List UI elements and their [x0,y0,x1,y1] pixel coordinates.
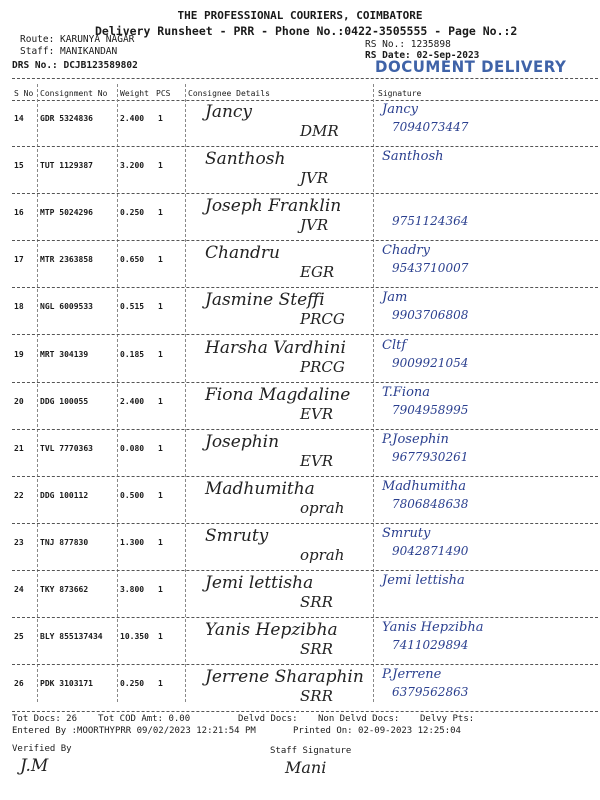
consignee-area-handwritten: PRCG [300,357,345,376]
col-header-signature: Signature [378,89,422,98]
total-docs: Tot Docs: 26 [12,714,78,724]
row-weight: 2.400 [120,396,145,406]
consignee-name-handwritten: Madhumitha [205,478,315,499]
consignee-area-handwritten: SRR [300,687,333,706]
row-pcs: 1 [158,537,163,547]
verified-by-signature: J.M [20,756,49,776]
row-weight: 3.800 [120,585,145,594]
consignee-phone-handwritten: 7411029894 [392,638,469,653]
consignee-phone-handwritten: 9903706808 [392,308,469,323]
consignee-area-handwritten: DMR [300,122,339,140]
row-sno: 26 [14,679,24,689]
company-title: THE PROFESSIONAL COURIERS, COIMBATORE [177,9,423,22]
row-sno: 22 [14,490,24,500]
row-consignment-no: DDG 100055 [40,396,89,406]
consignee-signature: P.Josephin [382,431,449,447]
consignee-signature: P.Jerrene [382,667,442,683]
consignee-phone-handwritten: 9677930261 [392,449,469,464]
row-weight: 0.080 [120,443,145,453]
col-header-sno: S No [14,89,34,98]
table-row [0,430,600,477]
consignee-signature: Santhosh [382,149,444,165]
col-header-weight: Weight [120,89,149,98]
consignee-area-handwritten: oprah [300,498,345,517]
row-weight: 0.185 [120,349,145,359]
row-weight: 0.650 [120,255,145,265]
staff-signature: Mani [285,758,327,777]
consignee-area-handwritten: EGR [300,263,335,282]
consignee-signature: Chadry [382,243,430,259]
row-consignment-no: GDR 5324836 [40,114,93,123]
table-row [0,665,600,712]
header-rule-top [12,78,598,79]
row-pcs: 1 [158,585,163,594]
verified-by-label: Verified By [12,744,72,754]
row-pcs: 1 [158,349,163,359]
consignee-area-handwritten: SRR [300,640,333,659]
drs-number: DRS No.: DCJB123589802 [12,60,138,71]
consignee-signature: Madhumitha [382,478,466,494]
consignee-phone-handwritten: 7806848638 [392,496,469,511]
table-row [0,524,600,571]
table-row [0,194,600,241]
table-row [0,336,600,383]
consignee-signature: T.Fiona [382,384,431,400]
row-consignment-no: MTP 5024296 [40,208,93,218]
consignee-name-handwritten: Santhosh [205,149,286,170]
consignee-signature: Yanis Hepzibha [382,620,484,636]
row-sno: 16 [14,208,24,218]
entered-by: Entered By :MOORTHYPRR 09/02/2023 12:21:54 PM [12,726,256,736]
consignee-name-handwritten: Jerrene Sharaphin [205,667,364,688]
consignee-phone-handwritten: 9042871490 [392,543,469,558]
row-pcs: 1 [158,679,163,689]
consignee-signature: Smruty [382,525,431,541]
row-sno: 23 [14,537,24,547]
consignee-name-handwritten: Fiona Magdaline [205,384,351,405]
delivered-docs: Delvd Docs: [238,714,298,724]
non-delivered-docs: Non Delvd Docs: [318,714,400,724]
consignee-name-handwritten: Jancy [205,102,253,122]
consignee-phone-handwritten: 7094073447 [392,120,469,134]
consignee-name-handwritten: Jasmine Steffi [205,290,325,311]
row-consignment-no: TKY 873662 [40,585,89,594]
row-consignment-no: DDG 100112 [40,490,89,500]
consignee-name-handwritten: Harsha Vardhini [205,337,346,358]
consignee-signature: Jam [382,290,408,306]
row-weight: 0.500 [120,490,145,500]
consignee-signature: Cltf [382,337,407,353]
consignee-area-handwritten: JVR [300,216,329,235]
row-sno: 25 [14,632,24,642]
row-weight: 0.515 [120,302,145,312]
row-sno: 18 [14,302,24,312]
rs-number: RS No.: 1235898 [365,39,451,50]
document-delivery-stamp: DOCUMENT DELIVERY [375,57,567,77]
row-consignment-no: MTR 2363858 [40,255,93,265]
row-pcs: 1 [158,114,163,123]
row-weight: 2.400 [120,114,145,123]
row-divider [12,711,598,712]
consignee-signature: Jancy [382,102,418,117]
table-row [0,477,600,524]
row-weight: 1.300 [120,537,145,547]
total-cod-amount: Tot COD Amt: 0.00 [98,714,191,724]
row-weight: 10.350 [120,632,149,642]
row-pcs: 1 [158,161,163,171]
col-header-consignment: Consignment No [40,89,108,98]
col-header-consignee: Consignee Details [188,89,270,98]
row-consignment-no: NGL 6009533 [40,302,93,312]
row-weight: 0.250 [120,679,145,689]
table-row [0,100,600,147]
row-pcs: 1 [158,302,163,312]
consignee-name-handwritten: Jemi lettisha [205,573,314,593]
row-consignment-no: TUT 1129387 [40,161,93,171]
table-row [0,147,600,194]
printed-on: Printed On: 02-09-2023 12:25:04 [293,726,461,736]
row-pcs: 1 [158,396,163,406]
consignee-phone-handwritten: 9543710007 [392,261,469,276]
consignee-signature: Jemi lettisha [382,573,465,588]
consignee-area-handwritten: PRCG [300,310,345,329]
row-pcs: 1 [158,443,163,453]
consignee-area-handwritten: EVR [300,451,334,470]
row-sno: 17 [14,255,24,265]
consignee-area-handwritten: SRR [300,593,333,611]
col-header-pcs: PCS [156,89,171,98]
staff-label: Staff: MANIKANDAN [20,46,118,57]
row-weight: 0.250 [120,208,145,218]
row-sno: 14 [14,114,24,123]
row-consignment-no: BLY 855137434 [40,632,103,642]
row-sno: 15 [14,161,24,171]
row-consignment-no: TVL 7770363 [40,443,93,453]
rs-date: RS Date: 02-Sep-2023 [365,50,480,61]
table-row [0,618,600,665]
row-pcs: 1 [158,490,163,500]
row-sno: 24 [14,585,24,594]
row-weight: 3.200 [120,161,145,171]
row-consignment-no: TNJ 877830 [40,537,89,547]
row-pcs: 1 [158,632,163,642]
consignee-name-handwritten: Joseph Franklin [205,196,342,217]
runsheet-title: Delivery Runsheet - PRR - Phone No.:0422-3505555 - Page No.:2 [95,24,518,38]
row-sno: 21 [14,443,24,453]
row-sno: 20 [14,396,24,406]
consignee-name-handwritten: Chandru [205,243,280,264]
table-row [0,383,600,430]
consignee-area-handwritten: EVR [300,404,334,423]
row-consignment-no: MRT 304139 [40,349,89,359]
consignee-area-handwritten: JVR [300,169,329,188]
delivery-points: Delvy Pts: [420,714,475,724]
table-row [0,241,600,288]
row-pcs: 1 [158,255,163,265]
row-pcs: 1 [158,208,163,218]
table-row [0,288,600,335]
consignee-area-handwritten: oprah [300,545,345,564]
row-sno: 19 [14,349,24,359]
consignee-name-handwritten: Josephin [205,431,280,452]
table-row [0,571,600,618]
consignee-name-handwritten: Yanis Hepzibha [205,620,338,641]
consignee-phone-handwritten: 6379562863 [392,685,469,700]
consignee-phone-handwritten: 9009921054 [392,355,469,370]
route-label: Route: KARUNYA NAGAR [20,34,135,45]
consignee-phone-handwritten: 9751124364 [392,214,469,229]
staff-signature-label: Staff Signature [270,746,352,756]
row-consignment-no: PDK 3103171 [40,679,93,689]
consignee-phone-handwritten: 7904958995 [392,402,469,417]
consignee-name-handwritten: Smruty [205,525,269,546]
